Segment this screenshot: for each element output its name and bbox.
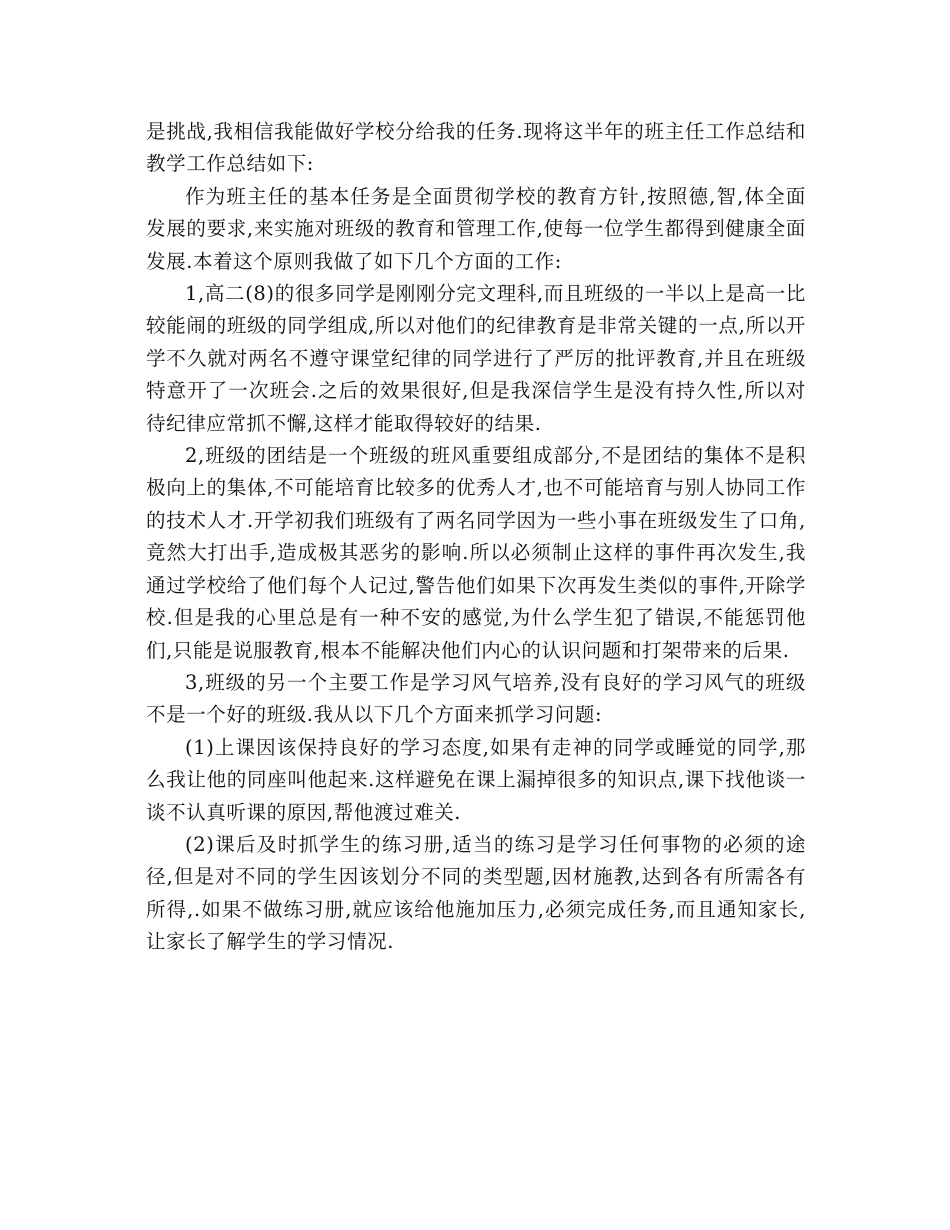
paragraph-intro: 是挑战,我相信我能做好学校分给我的任务.现将这半年的班主任工作总结和教学工作总结如下: (146, 120, 806, 176)
paragraph-item-1-discipline: 1,高二(8)的很多同学是刚刚分完文理科,而且班级的一半以上是高一比较能闹的班级的同学组成,所以对他们的纪律教育是非常关键的一点,所以开学不久就对两名不遵守课堂纪律的同学进行了严厉的批评教育,并且在班级特意开了一次班会.之后的效果很好,但是我深信学生是没有持久性,所以对待纪律应常抓不懈,这样才能取得较好的结果. (146, 282, 806, 435)
document-body (146, 116, 806, 959)
paragraph-subitem-2: (2)课后及时抓学生的练习册,适当的练习是学习任何事物的必须的途径,但是对不同的学生因该划分不同的类型题,因材施教,达到各有所需各有所得,.如果不做练习册,就应该给他施加压力,必须完成任务,而且通知家长,让家长了解学生的学习情况. (146, 832, 806, 954)
paragraph-subitem-1: (1)上课因该保持良好的学习态度,如果有走神的同学或睡觉的同学,那么我让他的同座叫他起来.这样避免在课上漏掉很多的知识点,课下找他谈一谈不认真听课的原因,帮他渡过难关. (146, 735, 806, 824)
paragraph-item-2-unity: 2,班级的团结是一个班级的班风重要组成部分,不是团结的集体不是积极向上的集体,不可能培育比较多的优秀人才,也不可能培育与别人协同工作的技术人才.开学初我们班级有了两名同学因为一些小事在班级发生了口角,竟然大打出手,造成极其恶劣的影响.所以必须制止这样的事件再次发生,我通过学校给了他们每个人记过,警告他们如果下次再发生类似的事件,开除学校.但是我的心里总是有一种不安的感觉,为什么学生犯了错误,不能惩罚他们,只能是说服教育,根本不能解决他们内心的认识问题和打架带来的后果. (146, 444, 806, 662)
paragraph-basic-task: 作为班主任的基本任务是全面贯彻学校的教育方针,按照德,智,体全面发展的要求,来实施对班级的教育和管理工作,使每一位学生都得到健康全面发展.本着这个原则我做了如下几个方面的工作: (146, 184, 806, 273)
paragraph-item-3-study: 3,班级的另一个主要工作是学习风气培养,没有良好的学习风气的班级不是一个好的班级.我从以下几个方面来抓学习问题: (146, 670, 806, 727)
